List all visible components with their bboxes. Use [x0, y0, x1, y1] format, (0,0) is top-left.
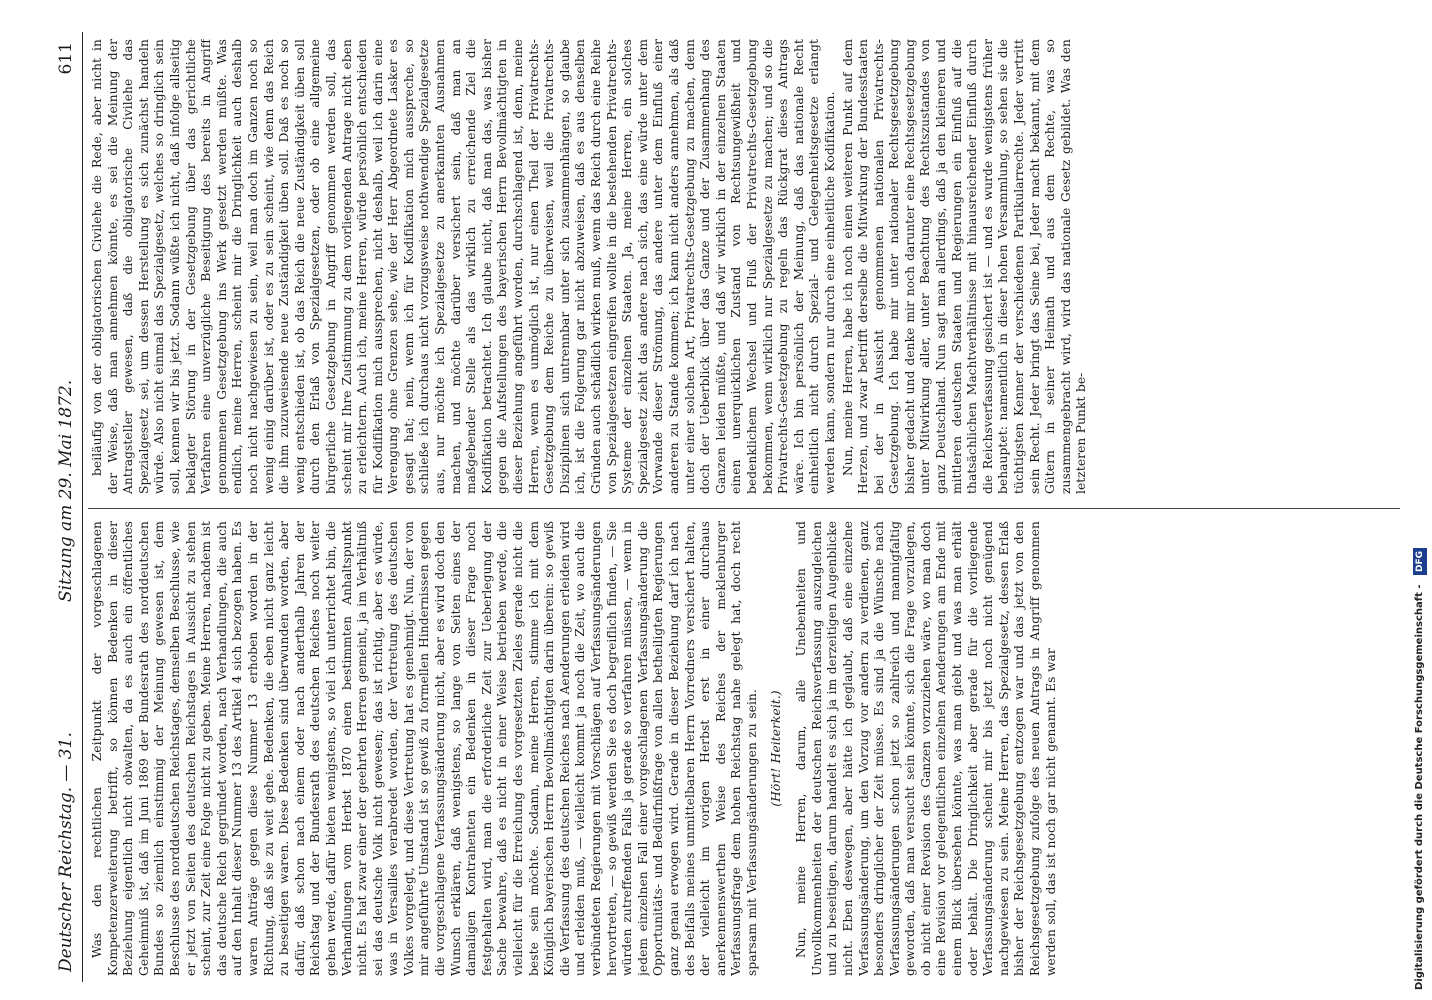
credit-text: Digitalisierung gefördert durch die Deutsche Forschungsgemeinschaft -: [1414, 584, 1425, 990]
rotated-newspaper-page: [50, 32, 1410, 982]
header-left: Deutscher Reichstag. — 31.: [56, 732, 76, 972]
column-right: [90, 39, 1400, 494]
page-number: 611: [56, 42, 76, 75]
left-paragraph-2: Nun, meine Herren, darum, alle Unebenheiten und Unvollkommenheiten der deutschen Reichsverfassung auszugleichen und zu beseitigen, darum handelt es sich ja im derzeitigen Augenblicke nicht. Eben deswegen, aber hätte ich geglaubt, daß eine einzelne Verfassungsänderung, um den Vorzug vor andern zu verdienen, ganz besonders dringlicher der Zeit müsse. Es sind ja die Wünsche nach Verfassungsänderungen schon jetzt so zahlreich und mannigfaltig geworden, daß man versucht sein könnte, sich die Frage vorzulegen, ob nicht einer Revision des Ganzen vorzuziehen wäre, wo man doch eine Revision vor gelegentlichen einzelnen Aenderungen am Ende mit einem Blick übersehen könnte, was man giebt und was man erhält oder behält. Die Dringlichkeit aber gerade für die vorliegende Verfassungsänderung scheint mir bis jetzt noch nicht genügend nachgewiesen zu sein. Meine Herren, das Spezialgesetz, dessen Erlaß bisher der Reichsgesetzgebung entzogen war und das jetzt von den Reichsgesetzgebung zufolge des neuen Antrags in Angriff genommen werden soll, das ist noch gar nicht genannt. Es war: [794, 521, 1058, 976]
header-center: Sitzung am 29. Mai 1872.: [56, 379, 76, 602]
right-paragraph-1: beiläufig von der obligatorischen Civilehe die Rede, aber nicht in der Weise, daß man annehmen könnte, es sei die Meinung der Antragsteller gewesen, daß die obligatorische Civilehe das Spezialgesetz sei, um dessen Herstellung es sich zunächst handeln würde. Also nicht einmal das Spezialgesetz, welches so dringlich sein soll, kennen wir bis jetzt. Sodann wüßte ich nicht, daß infolge allseitig beklagter Störung in der Gesetzgebung über das gerichtliche Verfahren eine unverzügliche Beseitigung des bereits in Angriff genommenen Gesetzgebung ins Werk gesetzt werden müßte. Was endlich, meine Herren, scheint mir die Dringlichkeit auch deshalb noch nicht nachgewiesen zu sein, weil man doch im Ganzen noch so wenig einig darüber ist, oder es zu sein scheint, wie denn das Reich die ihm zuzuweisende neue Zuständigkeit üben soll. Daß es noch so wenig entschieden ist, ob das Reich die neue Zuständigkeit üben soll durch den Erlaß von Spezialgesetzen, oder ob eine allgemeine bürgerliche Gesetzgebung in Angriff genommen werden soll, das scheint mir Ihre Zustimmung zu dem vorliegenden Antrage nicht eben zu erleichtern. Auch ich, meine Herren, würde persönlich entschieden für Kodifikation mich aussprechen, nicht deshalb, weil ich darin eine Verengung ohne Grenzen sehe, wie der Herr Abgeordnete Lasker es gesagt hat; nein, wenn ich für Kodifikation mich ausspreche, so schließe ich durchaus nicht vorzugsweise nothwendige Spezialgesetze aus, nur möchte ich Spezialgesetze zu anerkannten Ausnahmen machen, und möchte darüber versichert sein, daß man an maßgebender Stelle als das wirklich zu erreichende Ziel die Kodifikation betrachtet. Ich glaube nicht, daß man das, was bisher gegen die Aufstellungen des bayerischen Herrn Bevollmächtigten in dieser Beziehung angeführt worden, durchschlagend ist, denn, meine Herren, wenn es unmöglich ist, nur einen Theil der Privatrechts-Gesetzgebung dem Reiche zu überweisen, weil die Privatrechts-Disziplinen sich untrennbar unter sich zusammenhängen, so glaube ich, ist die Folgerung gar nicht abzuweisen, daß es aus denselben Gründen auch schädlich wirken muß, wenn das Reich durch eine Reihe von Spezialgesetzen eingreifen wollte in die bestehenden Privatrechts-Systeme der einzelnen Staaten. Ja, meine Herren, ein solches Spezialgesetz zieht das andere nach sich, das eine würde unter dem Vorwande dieser Strömung, das andere unter dem Einfluß einer anderen zu Stande kommen; ich kann nicht anders annehmen, als daß unter einer solchen Art, Privatrechts-Gesetzgebung zu machen, denn doch der Ueberblick über das Ganze und der Zusammenhang des Ganzen leiden müßte, und daß wir wirklich in der einzelnen Staaten einen unerquicklichen Zustand von Rechtsungewißheit und bedenklichem Wechsel und Fluß der Privatrechts-Gesetzgebung bekommen, wenn wirklich nur Spezialgesetze zu machen; und so die Privatrechts-Gesetzgebung zu regeln das Rückgrat dieses Antrags wäre. Ich bin persönlich der Meinung, daß das nationale Recht einheitlich nicht durch Spezial- und Gelegenheitsgesetze erlangt werden kann, sondern nur durch eine einheitliche Kodifikation.: [90, 39, 837, 494]
right-paragraph-2: Nun, meine Herren, habe ich noch einen weiteren Punkt auf dem Herzen, und zwar betrifft derselbe die Mitwirkung der Bundesstaaten bei der in Aussicht genommenen nationalen Privatrechts-Gesetzgebung. Ich habe mir unter nationaler Rechtsgesetzgebung bisher gedacht und denke mir noch darunter eine Rechtsgesetzgebung unter Mitwirkung aller, unter Beachtung des Rechtszustandes von ganz Deutschland. Nun sagt man allerdings, daß ja den kleineren und mittleren deutschen Staaten und Regierungen ein Einfluß auf die thatsächlichen Machtverhältnisse mit hinausreichender Einfluß durch die Reichsverfassung gesichert ist — und es wurde wenigstens früher behauptet: namentlich in dieser hohen Versammlung, so sehen sie die tüchtigsten Kenner der verschiedenen Partikularrechte. Jeder vertritt sein Recht. Jeder bringt das Seine bei, Jeder macht bekannt, mit dem Gütern in seiner Heimath und aus dem Rechte, was so zusammengebracht wird, wird das nationale Gesetz gebildet. Was den letzteren Punkt be-: [840, 39, 1089, 494]
left-interjection: (Hört! Heiterkeit.): [768, 690, 783, 807]
left-paragraph-1: Was den rechtlichen Zeitpunkt der vorgeschlagenen Kompetenzerweiterung betrifft, so können Bedenken in dieser Beziehung eigentlich nicht obwalten, da es auch ein öffentliches Geheimniß ist, daß im Juni 1869 der Bundesrath des norddeutschen Bundes so ziemlich einstimmig der Meinung gewesen ist, dem Beschlusse des norddeutschen Reichstages, demselben Beschlusse, wie er jetzt von Seiten des deutschen Reichstages in Aussicht zu stehen scheint, zur Zeit eine Folge nicht zu geben. Meine Herren, nachdem ist das deutsche Reich gegründet worden, nach Verhandlungen, die auch auf den Inhalt dieser Nummer 13 des Artikel 4 sich bezogen haben. Es waren Anträge gegen diese Nummer 13 erhoben worden in der Richtung, daß sie zu weit gehe. Bedenken, die eben nicht ganz leicht zu beseitigen waren. Diese Bedenken sind überwunden worden, aber dafür, daß schon nach einem oder nach anderthalb Jahren der Reichstag und der Bundesrath des deutschen Reiches noch weiter gehen werde, dafür bieten wenigstens, so viel ich unterrichtet bin, die Verhandlungen vom Herbst 1870 einen bestimmten Anhaltspunkt nicht. Es hat zwar einer der geehrten Herren gemeint, ja im Verhältniß sei das deutsche Volk nicht gewesen; das ist richtig, aber es würde, was in Versailles verabredet worden, der Vertretung des deutschen Volkes vorgelegt, und diese Vertretung hat es genehmigt. Nun, der von mir angeführte Umstand ist so gewiß zu formellen Hindernissen gegen die vorgeschlagene Verfassungsänderung nicht, aber es wird doch den Wunsch erklären, daß wenigstens, so lange von Seiten eines der damaligen Kontrahenten ein Bedenken in dieser Frage noch festgehalten wird, man die erforderliche Zeit zur Ueberlegung der Sache bewahre, daß es nicht in einer Weise betrieben werde, die vielleicht für die Erreichung des vorgesetzten Zieles gerade nicht die beste sein möchte. Sodann, meine Herren, stimme ich mit dem Königlich bayerischen Herrn Bevollmächtigten darin überein: so gewiß die Verfassung des deutschen Reiches nach Aenderungen erleiden wird und erleiden muß, — vielleicht kommt ja noch die Zeit, wo auch die verbündeten Regierungen mit Vorschlägen auf Verfassungsänderungen hervortreten, — so gewiß werden Sie es doch begreiflich finden, — Sie würden zutreffenden Falls ja gerade so verfahren müssen, — wenn in jedem einzelnen Fall einer vorgeschlagenen Verfassungsänderung die Opportunitäts- und Bedürfnißfrage von allen betheiligten Regierungen ganz genau erwogen wird. Gerade in dieser Beziehung darf ich nach des Beifalls meines unmittelbaren Herrn Vorredners versichert halten, der vielleicht im vorigen Herbst erst in einer durchaus anerkennenswerthen Weise des Reiches der meklenburger Verfassungsfrage dem hohen Reichstag nahe gelegt hat, doch recht sparsam mit Verfassungsänderungen zu sein.: [90, 521, 759, 976]
page-header: [50, 32, 80, 982]
column-left: [90, 521, 1400, 976]
dfg-logo: DFG: [1413, 548, 1427, 575]
column-divider: [88, 508, 1400, 509]
dfg-credit: [1411, 0, 1429, 990]
header-rule: [82, 32, 83, 982]
